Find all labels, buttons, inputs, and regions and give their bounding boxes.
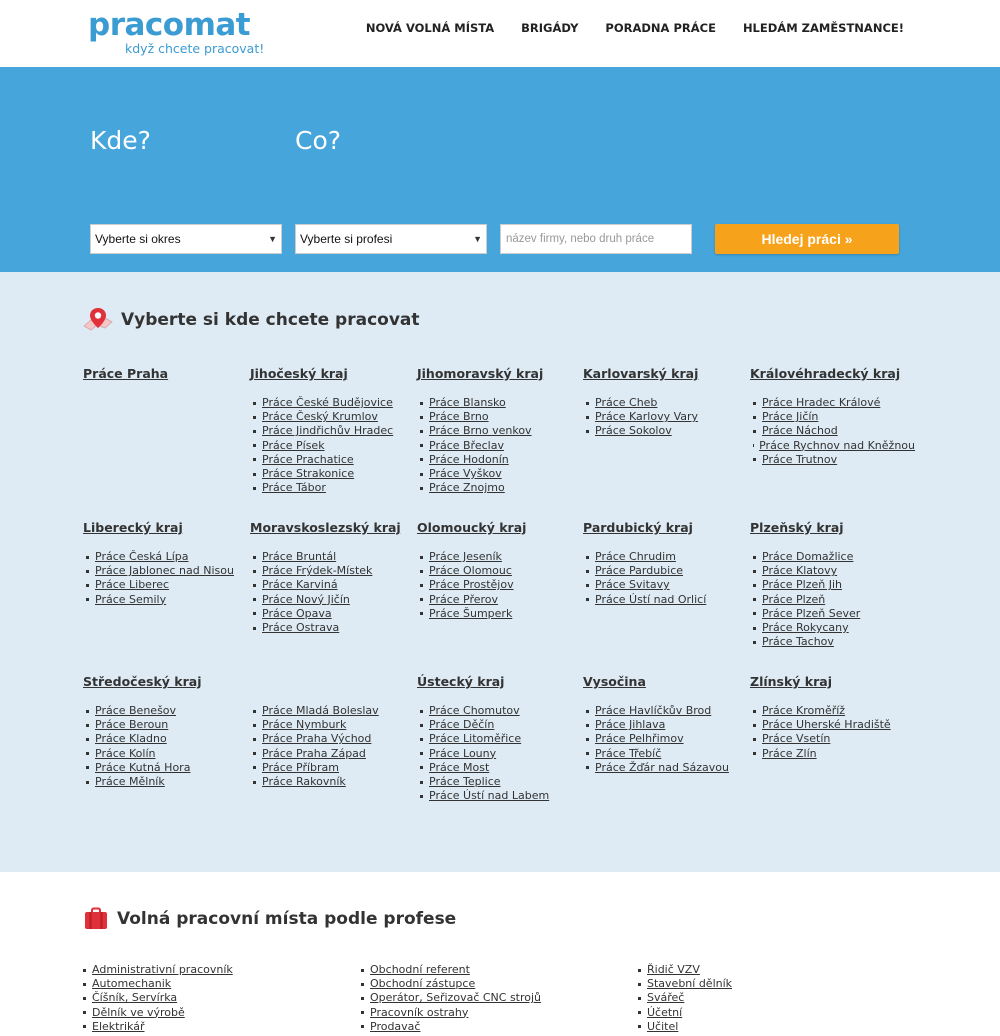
city-link[interactable]: Práce Mladá Boleslav xyxy=(262,704,379,717)
city-link[interactable]: Práce Hodonín xyxy=(429,452,509,466)
city-link[interactable]: Práce Ústí nad Labem xyxy=(429,789,550,803)
list-item xyxy=(253,732,415,746)
city-link[interactable]: Práce Liberec xyxy=(95,578,170,592)
search-input[interactable] xyxy=(500,224,692,254)
region-title[interactable]: Středočeský kraj xyxy=(83,674,202,689)
list-item xyxy=(753,578,915,592)
city-link[interactable]: Práce Brno xyxy=(429,410,489,424)
city-link[interactable]: Práce Kutná Hora xyxy=(95,760,191,774)
city-list xyxy=(753,396,915,467)
list-item xyxy=(638,1006,732,1020)
list-item xyxy=(586,718,748,732)
region-title[interactable]: Vysočina xyxy=(583,674,646,689)
region-jihomoravsky xyxy=(417,366,582,495)
list-item xyxy=(420,593,582,607)
profession-list xyxy=(361,963,541,1034)
list-item xyxy=(86,761,248,775)
list-item xyxy=(753,593,915,607)
region-moravskoslezsky xyxy=(250,520,415,635)
list-item xyxy=(361,977,541,991)
city-link[interactable]: Práce Český Krumlov xyxy=(262,410,378,424)
list-item xyxy=(753,564,915,578)
region-title[interactable]: Plzeňský kraj xyxy=(750,520,844,535)
list-item xyxy=(253,747,415,761)
city-link[interactable]: Práce Pardubice xyxy=(595,564,684,578)
briefcase-icon xyxy=(83,907,109,931)
list-item xyxy=(253,453,415,467)
city-link[interactable]: Práce Rychnov nad Kněžnou xyxy=(759,438,915,452)
city-link[interactable]: Práce Kroměříž xyxy=(762,704,846,717)
city-link[interactable]: Práce Sokolov xyxy=(595,424,672,438)
list-item xyxy=(753,550,915,564)
city-link[interactable]: Práce Svitavy xyxy=(595,578,670,592)
profession-link[interactable]: Číšník, Servírka xyxy=(92,991,178,1005)
city-link[interactable]: Práce České Budějovice xyxy=(262,396,393,409)
list-item xyxy=(86,550,248,564)
region-title[interactable]: Pardubický kraj xyxy=(583,520,693,535)
city-list xyxy=(86,704,248,789)
list-item xyxy=(83,977,233,991)
nav-brigades[interactable]: BRIGÁDY xyxy=(521,21,579,35)
chevron-down-icon: ▼ xyxy=(473,234,482,244)
list-item xyxy=(638,977,732,991)
city-link[interactable]: Práce Rakovník xyxy=(262,775,346,789)
city-link[interactable]: Práce Kladno xyxy=(95,732,167,746)
list-item xyxy=(253,761,415,775)
city-list xyxy=(253,704,415,789)
main-nav xyxy=(339,21,904,35)
list-item xyxy=(253,564,415,578)
list-item xyxy=(253,704,415,718)
city-list xyxy=(753,704,915,761)
list-item xyxy=(420,607,582,621)
nav-advice[interactable]: PORADNA PRÁCE xyxy=(605,21,716,35)
region-title[interactable]: Práce Praha xyxy=(83,366,169,381)
city-link[interactable]: Práce Nymburk xyxy=(262,718,347,732)
list-item xyxy=(753,396,915,410)
city-link[interactable]: Práce Plzeň Jih xyxy=(762,578,842,592)
list-item xyxy=(253,775,415,789)
list-item xyxy=(420,718,582,732)
profession-link[interactable]: Učitel xyxy=(647,1019,679,1033)
list-item xyxy=(420,578,582,592)
list-item xyxy=(753,732,915,746)
list-item xyxy=(638,1020,732,1034)
city-list xyxy=(253,396,415,495)
site-header xyxy=(0,0,1000,67)
list-item xyxy=(420,439,582,453)
city-link[interactable]: Práce Břeclav xyxy=(429,438,504,452)
profession-link[interactable]: Operátor, Seřizovač CNC strojů xyxy=(370,991,542,1005)
city-link[interactable]: Práce Prostějov xyxy=(429,578,514,592)
list-item xyxy=(586,704,748,718)
city-link[interactable]: Práce Chomutov xyxy=(429,704,520,717)
list-item xyxy=(83,991,233,1005)
region-liberecky xyxy=(83,520,248,607)
profession-link[interactable]: Elektrikář xyxy=(92,1019,145,1033)
city-link[interactable]: Práce Nový Jičín xyxy=(262,592,350,606)
list-item xyxy=(753,410,915,424)
city-link[interactable]: Práce Domažlice xyxy=(762,550,854,563)
city-link[interactable]: Práce Jindřichův Hradec xyxy=(262,424,394,438)
list-item xyxy=(253,439,415,453)
nav-new-jobs[interactable]: NOVÁ VOLNÁ MÍSTA xyxy=(365,21,495,35)
list-item xyxy=(253,550,415,564)
list-item xyxy=(253,621,415,635)
region-vysocina xyxy=(583,674,748,775)
list-item xyxy=(86,775,248,789)
list-item xyxy=(253,467,415,481)
city-list xyxy=(586,396,748,439)
list-item xyxy=(253,481,415,495)
city-link[interactable]: Práce Jihlava xyxy=(595,718,666,732)
list-item xyxy=(753,718,915,732)
region-title[interactable]: Jihočeský kraj xyxy=(250,366,348,381)
profession-link[interactable]: Dělník ve výrobě xyxy=(92,1005,185,1019)
logo[interactable] xyxy=(88,8,264,56)
city-link[interactable]: Práce Plzeň xyxy=(762,592,826,606)
profession-link[interactable]: Obchodní referent xyxy=(370,963,470,976)
list-item xyxy=(753,424,915,438)
region-pardubicky xyxy=(583,520,748,607)
professions-section xyxy=(0,872,1000,1036)
list-item xyxy=(86,747,248,761)
city-link[interactable]: Práce Vsetín xyxy=(762,732,831,746)
city-link[interactable]: Práce Písek xyxy=(262,438,325,452)
list-item xyxy=(420,789,582,803)
city-link[interactable]: Práce Beroun xyxy=(95,718,169,732)
city-link[interactable]: Práce Chrudim xyxy=(595,550,676,563)
region-kralovehradecky xyxy=(750,366,915,467)
region-jihocesky xyxy=(250,366,415,495)
region-title[interactable]: Jihomoravský kraj xyxy=(417,366,544,381)
city-link[interactable]: Práce Třebíč xyxy=(595,746,662,760)
list-item xyxy=(253,593,415,607)
city-list xyxy=(586,550,748,607)
list-item xyxy=(86,593,248,607)
search-hero xyxy=(0,67,1000,272)
city-link[interactable]: Práce Náchod xyxy=(762,424,838,438)
profession-list xyxy=(83,963,233,1034)
city-link[interactable]: Práce Karlovy Vary xyxy=(595,410,699,424)
list-item xyxy=(420,747,582,761)
list-item xyxy=(86,704,248,718)
city-link[interactable]: Práce Zlín xyxy=(762,746,817,760)
where-label: Kde? xyxy=(90,126,151,155)
list-item xyxy=(83,963,233,977)
list-item xyxy=(86,718,248,732)
list-item xyxy=(420,453,582,467)
profession-link[interactable]: Účetní xyxy=(647,1005,683,1019)
profession-link[interactable]: Administrativní pracovník xyxy=(92,963,233,976)
profession-link[interactable]: Prodavač xyxy=(370,1019,421,1033)
city-link[interactable]: Práce Benešov xyxy=(95,704,177,717)
city-link[interactable]: Práce Bruntál xyxy=(262,550,337,563)
list-item xyxy=(753,635,915,649)
list-item xyxy=(361,991,541,1005)
region-title[interactable]: Zlínský kraj xyxy=(750,674,832,689)
list-item xyxy=(586,424,748,438)
list-item xyxy=(253,607,415,621)
city-link[interactable]: Práce Jablonec nad Nisou xyxy=(95,564,234,578)
region-stredocesky xyxy=(83,674,248,789)
regions-section xyxy=(0,272,1000,872)
list-item xyxy=(753,704,915,718)
list-item xyxy=(753,747,915,761)
list-item xyxy=(361,1020,541,1034)
what-label: Co? xyxy=(295,126,342,155)
profession-list xyxy=(638,963,732,1034)
list-item xyxy=(420,732,582,746)
city-list xyxy=(86,550,248,607)
city-link[interactable]: Práce Klatovy xyxy=(762,564,838,578)
list-item xyxy=(586,578,748,592)
city-link[interactable]: Práce Teplice xyxy=(429,775,501,789)
city-link[interactable]: Práce Prachatice xyxy=(262,452,354,466)
list-item xyxy=(753,607,915,621)
city-link[interactable]: Práce Jeseník xyxy=(429,550,502,563)
city-link[interactable]: Práce Frýdek-Místek xyxy=(262,564,373,578)
city-link[interactable]: Práce Jičín xyxy=(762,410,819,424)
district-select[interactable] xyxy=(90,224,282,254)
list-item xyxy=(420,396,582,410)
city-link[interactable]: Práce Olomouc xyxy=(429,564,512,578)
city-link[interactable]: Práce Praha Východ xyxy=(262,732,372,746)
list-item xyxy=(86,732,248,746)
city-link[interactable]: Práce Blansko xyxy=(429,396,506,409)
search-button[interactable]: Hledej práci » xyxy=(715,224,899,254)
district-select-value: Vyberte si okres xyxy=(95,232,181,246)
profession-link[interactable]: Řidič VZV xyxy=(647,963,700,976)
list-item xyxy=(86,578,248,592)
list-item xyxy=(586,396,748,410)
chevron-down-icon: ▼ xyxy=(268,234,277,244)
list-item xyxy=(420,564,582,578)
city-link[interactable]: Práce Praha Západ xyxy=(262,746,366,760)
profession-select[interactable] xyxy=(295,224,487,254)
list-item xyxy=(586,564,748,578)
region-plzensky xyxy=(750,520,915,649)
city-list xyxy=(253,550,415,635)
list-item xyxy=(86,564,248,578)
list-item xyxy=(420,467,582,481)
city-link[interactable]: Práce Opava xyxy=(262,606,332,620)
city-link[interactable]: Práce Znojmo xyxy=(429,481,505,495)
list-item xyxy=(586,732,748,746)
profession-link[interactable]: Automechanik xyxy=(92,977,172,991)
list-item xyxy=(361,1006,541,1020)
city-link[interactable]: Práce Brno venkov xyxy=(429,424,532,438)
logo-tagline: když chcete pracovat! xyxy=(125,41,265,56)
list-item xyxy=(753,439,915,453)
profession-link[interactable]: Pracovník ostrahy xyxy=(370,1005,469,1019)
city-link[interactable]: Práce Plzeň Sever xyxy=(762,606,861,620)
list-item xyxy=(253,396,415,410)
city-link[interactable]: Práce Havlíčkův Brod xyxy=(595,704,712,717)
regions-title: Vyberte si kde chcete pracovat xyxy=(121,310,420,330)
profession-select-value: Vyberte si profesi xyxy=(300,232,393,246)
list-item xyxy=(253,410,415,424)
city-link[interactable]: Práce Louny xyxy=(429,746,497,760)
city-link[interactable]: Práce Žďár nad Sázavou xyxy=(595,760,729,774)
city-link[interactable]: Práce Mělník xyxy=(95,775,165,789)
list-item xyxy=(586,761,748,775)
list-item xyxy=(420,775,582,789)
list-item xyxy=(361,963,541,977)
city-link[interactable]: Práce Rokycany xyxy=(762,621,849,635)
profession-link[interactable]: Obchodní zástupce xyxy=(370,977,476,991)
region-title[interactable]: Karlovarský kraj xyxy=(583,366,699,381)
list-item xyxy=(586,410,748,424)
city-link[interactable]: Práce Semily xyxy=(95,592,167,606)
professions-title: Volná pracovní místa podle profese xyxy=(117,909,457,929)
list-item xyxy=(420,704,582,718)
city-link[interactable]: Práce Ústí nad Orlicí xyxy=(595,592,707,606)
list-item xyxy=(253,718,415,732)
region-zlinsky xyxy=(750,674,915,761)
list-item xyxy=(253,424,415,438)
city-list xyxy=(420,704,582,803)
city-link[interactable]: Práce Příbram xyxy=(262,760,339,774)
list-item xyxy=(638,991,732,1005)
city-list xyxy=(586,704,748,775)
profession-link[interactable]: Svářeč xyxy=(647,991,685,1005)
city-link[interactable]: Práce Ostrava xyxy=(262,621,340,635)
region-title[interactable]: Královéhradecký kraj xyxy=(750,366,901,381)
list-item xyxy=(753,453,915,467)
professions-heading xyxy=(83,907,456,931)
map-pin-icon xyxy=(83,306,113,334)
region-title[interactable]: Liberecký kraj xyxy=(83,520,183,535)
nav-employers[interactable]: HLEDÁM ZAMĚSTNANCE! xyxy=(742,21,904,35)
list-item xyxy=(420,481,582,495)
region-title[interactable]: Ústecký kraj xyxy=(417,674,505,689)
city-link[interactable]: Práce Česká Lípa xyxy=(95,550,189,563)
list-item xyxy=(420,410,582,424)
city-link[interactable]: Práce Pelhřimov xyxy=(595,732,684,746)
city-link[interactable]: Práce Hradec Králové xyxy=(762,396,881,409)
list-item xyxy=(420,550,582,564)
city-link[interactable]: Práce Uherské Hradiště xyxy=(762,718,891,732)
list-item xyxy=(420,424,582,438)
city-link[interactable]: Práce Tachov xyxy=(762,635,834,649)
list-item xyxy=(83,1020,233,1034)
region-praha xyxy=(83,366,248,396)
city-link[interactable]: Práce Přerov xyxy=(429,592,499,606)
profession-link[interactable]: Stavební dělník xyxy=(647,977,733,991)
city-link[interactable]: Práce Šumperk xyxy=(429,606,513,620)
city-link[interactable]: Práce Děčín xyxy=(429,718,495,732)
list-item xyxy=(253,578,415,592)
city-list xyxy=(420,550,582,621)
city-link[interactable]: Práce Tábor xyxy=(262,481,326,495)
region-title[interactable]: Olomoucký kraj xyxy=(417,520,527,535)
city-link[interactable]: Práce Kolín xyxy=(95,746,156,760)
list-item xyxy=(638,963,732,977)
region-stredocesky-continued xyxy=(250,674,415,789)
region-title[interactable]: Moravskoslezský kraj xyxy=(250,520,401,535)
list-item xyxy=(586,550,748,564)
city-link[interactable]: Práce Cheb xyxy=(595,396,658,409)
list-item xyxy=(753,621,915,635)
city-link[interactable]: Práce Karviná xyxy=(262,578,338,592)
logo-name: pracomat xyxy=(88,7,251,43)
list-item xyxy=(83,1006,233,1020)
city-link[interactable]: Práce Vyškov xyxy=(429,467,502,481)
list-item xyxy=(420,761,582,775)
city-link[interactable]: Práce Strakonice xyxy=(262,467,355,481)
list-item xyxy=(586,747,748,761)
city-link[interactable]: Práce Litoměřice xyxy=(429,732,522,746)
region-ustecky xyxy=(417,674,582,803)
city-list xyxy=(753,550,915,649)
city-link[interactable]: Práce Most xyxy=(429,760,490,774)
regions-heading xyxy=(83,306,420,334)
region-karlovarsky xyxy=(583,366,748,439)
search-input-placeholder: název firmy, nebo druh práce xyxy=(506,233,655,245)
city-link[interactable]: Práce Trutnov xyxy=(762,452,838,466)
list-item xyxy=(586,593,748,607)
region-olomoucky xyxy=(417,520,582,621)
city-list xyxy=(420,396,582,495)
